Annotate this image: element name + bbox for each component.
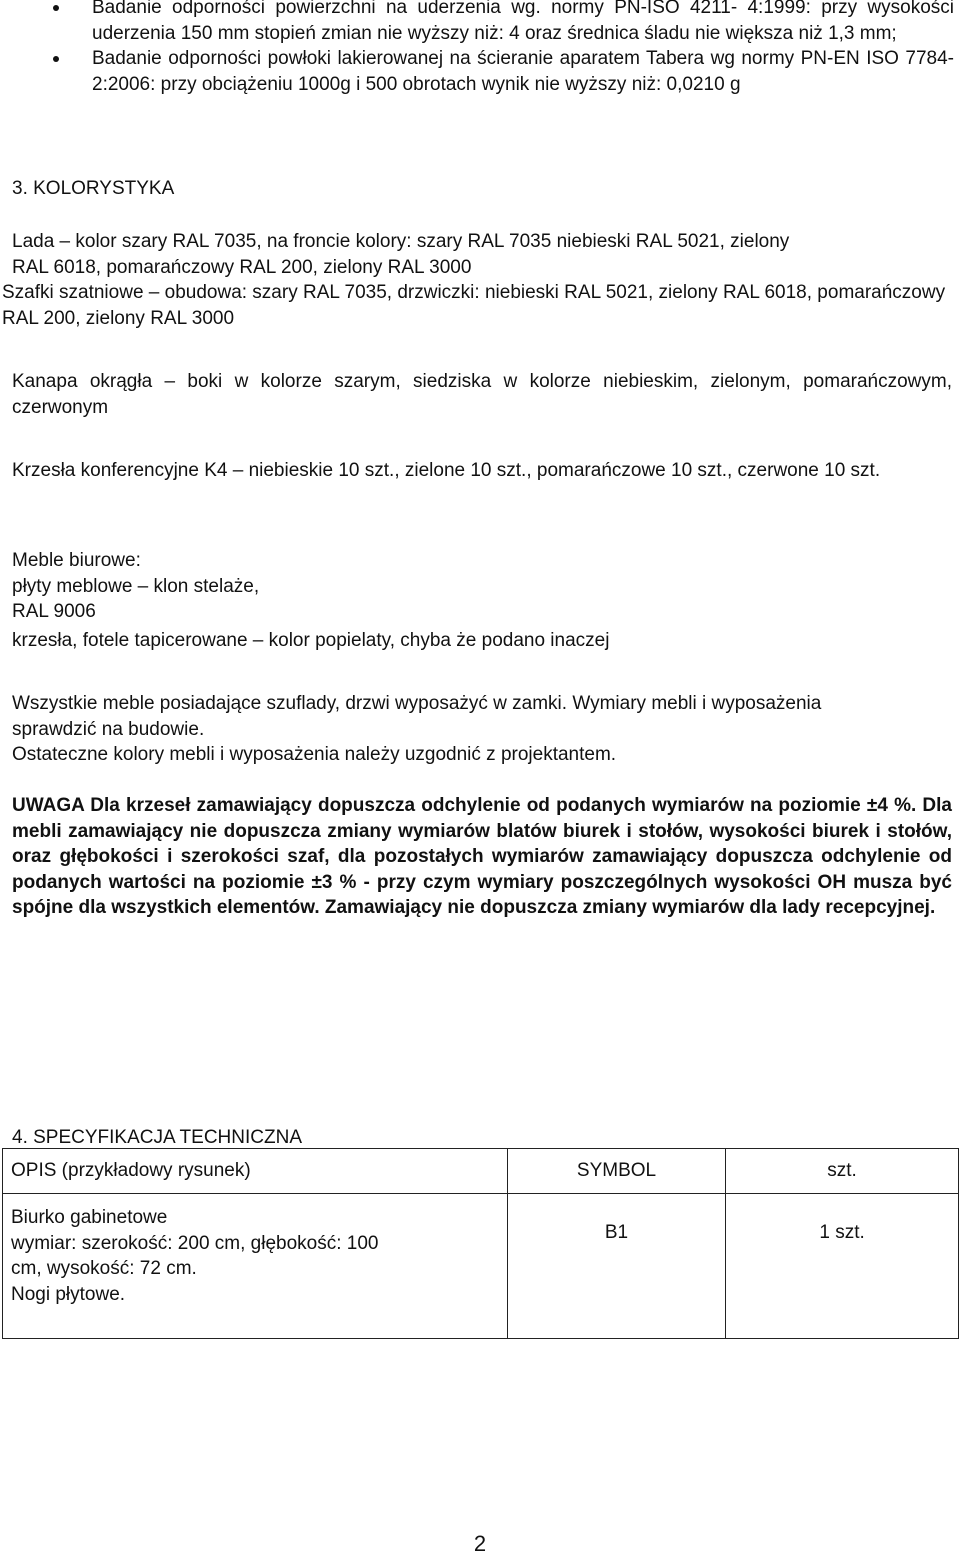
lockers-colors: Szafki szatniowe – obudowa: szary RAL 7035, drzwiczki: niebieski RAL 5021, zielony RAL 6018, pomarańczowy RAL 200, zielony RAL 3000 <box>2 282 946 329</box>
lada-colors-line-2: RAL 6018, pomarańczowy RAL 200, zielony RAL 3000 <box>12 257 472 278</box>
chairs-k4-colors: Krzesła konferencyjne K4 – niebieskie 10 szt., zielone 10 szt., pomarańczowe 10 szt., czerwone 10 szt. <box>12 460 881 481</box>
row-quantity: 1 szt. <box>819 1222 865 1243</box>
office-furniture-chairs: krzesła, fotele tapicerowane – kolor popielaty, chyba że podano inaczej <box>12 630 610 651</box>
header-description: OPIS (przykładowy rysunek) <box>11 1160 251 1181</box>
bullet-abrasion-test: Badanie odporności powłoki lakierowanej na ścieranie aparatem Tabera wg normy PN-EN ISO 7784-2:2006: przy obciążeniu 1000g i 500 obrotach wynik nie wyższy niż: 0,0210 g <box>0 46 960 97</box>
requirements-bullet-list <box>0 0 960 97</box>
final-colors-note: Ostateczne kolory mebli i wyposażenia należy uzgodnić z projektantem. <box>12 744 617 765</box>
row-symbol: B1 <box>604 1222 629 1243</box>
section-3-heading: 3. KOLORYSTYKA <box>12 178 175 199</box>
sofa-colors: Kanapa okrągła – boki w kolorze szarym, siedziska w kolorze niebieskim, zielonym, pomarańczowym, czerwonym <box>12 371 952 418</box>
row-description <box>3 1194 507 1307</box>
lada-colors-line-1: Lada – kolor szary RAL 7035, na froncie kolory: szary RAL 7035 niebieski RAL 5021, zielony <box>12 231 790 252</box>
tolerance-warning: UWAGA Dla krzeseł zamawiający dopuszcza odchylenie od podanych wymiarów na poziomie ±4 %. Dla mebli zamawiający nie dopuszcza zmiany wymiarów blatów biurek i stołów, wysokości biurek i stołów, oraz głębokości i szerokości szaf, dla pozostałych wymiarów zamawiający dopuszcza odchylenie od podanych wartości na poziomie ±3 % - przy czym wymiary poszczególnych wysokości OH musza być spójne dla wszystkich elementów. Zamawiający nie dopuszcza zmiany wymiarów dla lady recepcyjnej. <box>12 795 952 918</box>
row-description-line: cm, wysokość: 72 cm. <box>11 1258 197 1279</box>
section-4-heading: 4. SPECYFIKACJA TECHNICZNA <box>12 1127 302 1148</box>
office-furniture-title: Meble biurowe: <box>12 550 141 571</box>
page-number: 2 <box>473 1531 487 1556</box>
row-description-line: Nogi płytowe. <box>11 1283 126 1305</box>
spec-table <box>2 1148 959 1339</box>
locks-note: Wszystkie meble posiadające szuflady, drzwi wyposażyć w zamki. Wymiary mebli i wyposażenia sprawdzić na budowie. <box>12 693 822 740</box>
bullet-impact-test: Badanie odporności powierzchni na uderzenia wg. normy PN-ISO 4211- 4:1999: przy wysokości uderzenia 150 mm stopień zmian nie wyższy niż: 4 oraz średnica śladu nie większa niż 1,3 mm; <box>0 0 960 46</box>
header-quantity: szt. <box>827 1160 857 1181</box>
row-description-line: Biurko gabinetowe <box>11 1207 168 1228</box>
spec-table-header-row <box>3 1149 959 1194</box>
office-furniture-boards: płyty meblowe – klon stelaże, <box>12 576 260 597</box>
row-description-line: wymiar: szerokość: 200 cm, głębokość: 100 <box>11 1232 379 1254</box>
office-furniture-ral: RAL 9006 <box>12 601 96 622</box>
header-symbol: SYMBOL <box>576 1160 657 1181</box>
table-row <box>3 1194 959 1339</box>
